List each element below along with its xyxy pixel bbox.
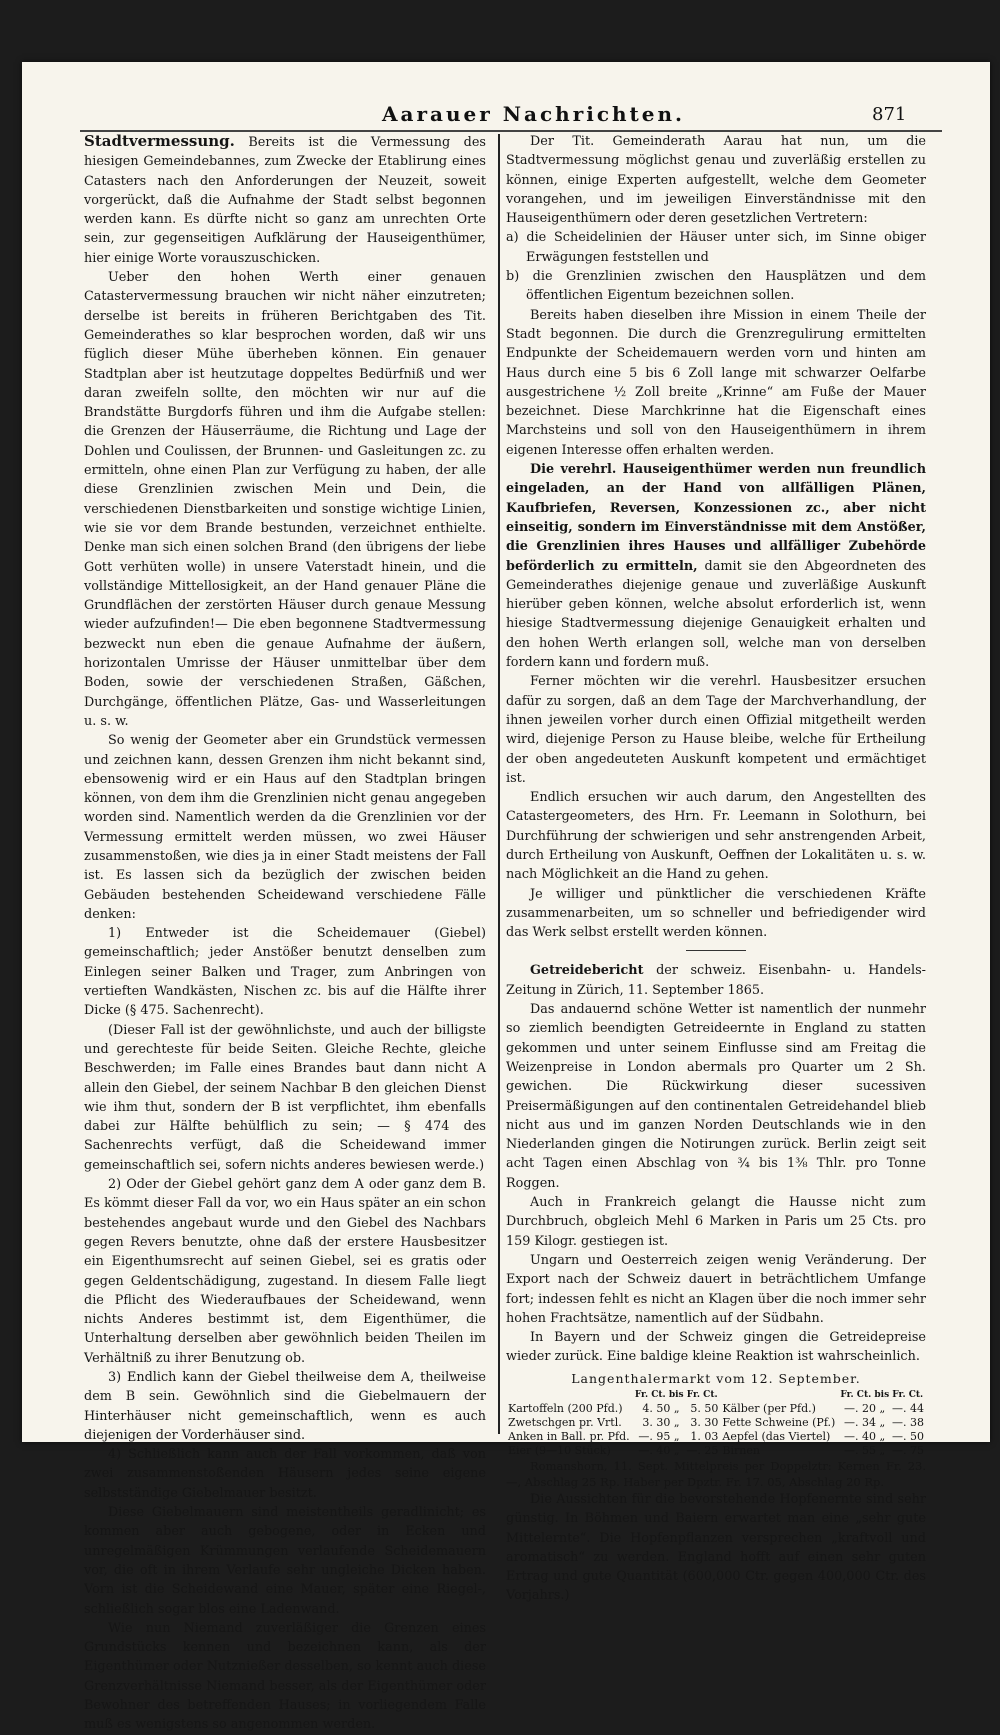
- article-paragraph: Diese Giebelmauern sind meistentheils geradlinicht; es kommen aber auch gebogene, oder in Ecken und unregelmäßigen Krümmungen verlaufende Scheidemauern vor, die oft in ihrem Verlaufe sehr ungleiche Dicken haben. Vorn ist die Scheidewand eine Mauer, später eine Riegel-, schließlich sogar blos eine Ladenwand.: [84, 1505, 486, 1617]
- table-header-row: [506, 1388, 926, 1402]
- article-paragraph: Die Aussichten für die bevorstehende Hopfenernte sind sehr günstig. In Böhmen und Baiern erwartet man eine „sehr gute Mittelernte“. Die Hopfenpflanzen versprechen „kraftvoll und aromatisch“ zu werden. England hofft auf einen sehr guten Ertrag und gute Quantität (600,000 Ctr. gegen 400,000 Ctr. des Vorjahrs.): [506, 1492, 926, 1604]
- article-paragraph: Stadtvermessung. Bereits ist die Vermessung des hiesigen Gemeindebannes, zum Zwecke der Etablirung eines Catasters nach den Anforderungen der Neuzeit, soweit vorgerückt, daß die Aufnahme der Stadt selbst begonnen werden kann. Es dürfte nicht so ganz am unrechten Orte sein, zur gegenseitigen Aufklärung der Hauseigenthümer, hier einige Worte vorauszuschicken.: [84, 132, 486, 266]
- column-header: Fr. Ct. bis Fr. Ct.: [634, 1390, 718, 1400]
- article-paragraph: Bereits haben dieselben ihre Mission in einem Theile der Stadt begonnen. Die durch die Grenzregulirung ermittelten Endpunkte der Scheidemauern werden vorn und hinten am Haus durch eine 5 bis 6 Zoll lange mit schwarzer Oelfarbe ausgestrichene ½ Zoll breite „Krinne“ am Fuße der Mauer bezeichnet. Diese Marchkrinne hat die Eigenschaft eines Marchsteins und soll von den Hauseigenthümern in ihrem eigenen Interesse offen erhalten werden.: [506, 307, 926, 458]
- article-paragraph: Ungarn und Oesterreich zeigen wenig Veränderung. Der Export nach der Schweiz dauert in beträchtlichem Umfange fort; indessen fehlt es nicht an Klagen über die noch immer sehr hohen Frachtsätze, namentlich auf der Südbahn.: [506, 1252, 926, 1326]
- article-paragraph: Das andauernd schöne Wetter ist namentlich der nunmehr so ziemlich beendigten Getreideernte in England zu statten gekommen und unter seinem Einflusse sind am Freitag die Weizenpreise in London abermals pro Quarter um 2 Sh. gewichen. Die Rückwirkung dieser sucessiven Preisermäßigungen auf den continentalen Getreidehandel blieb nicht aus und im ganzen Norden Deutschlands wie in den Niederlanden gingen die Notirungen zurück. Berlin zeigt seit acht Tagen einen Abschlag von ¾ bis 1⅜ Thlr. pro Tonne Roggen.: [506, 1002, 926, 1191]
- article-paragraph: 2) Oder der Giebel gehört ganz dem A oder ganz dem B. Es kömmt dieser Fall da vor, wo ein Haus später an ein schon bestehendes angebaut wurde und den Giebel des Nachbars gegen Revers benutzte, ohne daß der erstere Hausbesitzer ein Eigenthumsrecht auf seinen Giebel, sei es gratis oder gegen Geldentschädigung, zugestand. In diesem Falle liegt die Pflicht des Wiederaufbaues der Scheidewand, wenn nichts Anderes bestimmt ist, dem Eigenthümer, die Unterhaltung derselben aber gewöhnlich beiden Theilen im Verhältniß zu ihrer Benutzung ob.: [84, 1177, 486, 1366]
- article-paragraph: So wenig der Geometer aber ein Grundstück vermessen und zeichnen kann, dessen Grenzen ihm nicht bekannt sind, ebensowenig wird er ein Haus auf den Stadtplan bringen können, von dem ihm die Grenzlinien nicht genau angegeben worden sind. Namentlich werden da die Grenzlinien vor der Vermessung ermittelt werden müssen, wo zwei Häuser zusammenstoßen, wie dies ja in einer Stadt meistens der Fall ist. Es lassen sich da bezüglich der zwischen beiden Gebäuden bestehenden Scheidewand verschiedene Fälle denken:: [84, 733, 486, 922]
- article-paragraph: Die verehrl. Hauseigenthümer werden nun freundlich eingeladen, an der Hand von allfälligen Plänen, Kaufbriefen, Reversen, Konzessionen zc., aber nicht einseitig, sondern im Einverständnisse mit dem Anstößer, die Grenzlinien ihres Hauses und allfälliger Zubehörde beförderlich zu ermitteln, damit sie den Abgeordneten des Gemeinderathes diejenige genaue und zuverläßige Auskunft hierüber geben können, welche absolut erforderlich ist, wenn hiesige Stadtvermessung diejenige Genauigkeit erhalten und den hohen Werth erlangen soll, welche man von derselben fordern kann und fordern muß.: [506, 462, 926, 671]
- bold-notice: Die verehrl. Hauseigenthümer werden nun freundlich eingeladen, an der Hand von allfälligen Plänen, Kaufbriefen, Reversen, Konzessionen zc., aber nicht einseitig, sondern im Einverständnisse mit dem Anstößer, die Grenzlinien ihres Hauses und allfälliger Zubehörde beförderlich zu ermitteln,: [506, 462, 926, 574]
- article-paragraph: Auch in Frankreich gelangt die Hausse nicht zum Durchbruch, obgleich Mehl 6 Marken in Paris um 25 Cts. pro 159 Kilogr. gestiegen ist.: [506, 1195, 926, 1249]
- article-paragraph: Endlich ersuchen wir auch darum, den Angestellten des Catastergeometers, des Hrn. Fr. Leemann in Solothurn, bei Durchführung der schwierigen und sehr anstrengenden Arbeit, durch Ertheilung von Auskunft, Oeffnen der Lokalitäten u. s. w. nach Möglichkeit an die Hand zu gehen.: [506, 790, 926, 883]
- column-divider: [498, 134, 500, 1434]
- list-item: a) die Scheidelinien der Häuser unter sich, im Sinne obiger Erwägungen feststellen und: [506, 230, 926, 265]
- article-paragraph: 4) Schließlich kann auch der Fall vorkommen, daß von zwei zusammenstoßenden Häusern jedes seine eigene selbstständige Giebelmauer besitzt.: [84, 1447, 486, 1501]
- article-paragraph: In Bayern und der Schweiz gingen die Getreidepreise wieder zurück. Eine baldige kleine Reaktion ist wahrscheinlich.: [506, 1330, 926, 1365]
- table-row: Kartoffeln (200 Pfd.) 4. 50 „ 5. 50 Kälber (per Pfd.) —. 20 „ —. 44: [508, 1402, 924, 1415]
- grain-report-heading: Getreidebericht: [530, 963, 644, 979]
- column-header: Fr. Ct. bis Fr. Ct.: [840, 1390, 924, 1400]
- article-heading: Stadtvermessung.: [84, 132, 235, 150]
- left-column: [84, 132, 486, 1735]
- newspaper-page: [22, 62, 990, 1733]
- article-paragraph: (Dieser Fall ist der gewöhnlichste, und auch der billigste und gerechteste für beide Seiten. Gleiche Rechte, gleiche Beschwerden; im Falle eines Brandes baut dann nicht A allein den Giebel, der seinem Nachbar B den gleichen Dienst wie ihm thut, sondern der B ist verpflichtet, ihm ebenfalls dabei zur Hälfte behülflich zu sein; — § 474 des Sachenrechts verfügt, daß die Scheidewand immer gemeinschaftlich sei, sofern nichts anderes bewiesen werde.): [84, 1022, 486, 1173]
- article-paragraph: Getreidebericht der schweiz. Eisenbahn- u. Handels-Zeitung in Zürich, 11. September 1865.: [506, 963, 926, 998]
- page-title: Aarauer Nachrichten.: [382, 102, 686, 126]
- market-price-table: [506, 1388, 926, 1458]
- article-paragraph: 3) Endlich kann der Giebel theilweise dem A, theilweise dem B sein. Gewöhnlich sind die Giebelmauern der Hinterhäuser nicht gemeinschaftlich, wenn es auch diejenigen der Vorderhäuser sind.: [84, 1370, 486, 1443]
- market-title: Langenthalermarkt vom 12. September.: [571, 1370, 861, 1386]
- table-row: Eier (9—10 Stück) —. 40 „ —. 25 Birnen —. 55 „ —. 75: [508, 1444, 924, 1457]
- table-row: Zwetschgen pr. Vrtl. 3. 30 „ 3. 30 Fette Schweine (Pf.) —. 34 „ —. 38: [508, 1416, 924, 1429]
- article-paragraph: 1) Entweder ist die Scheidemauer (Giebel) gemeinschaftlich; jeder Anstößer benutzt denselben zum Einlegen seiner Balken und Trager, zum Anbringen von vertieften Wandkästen, Nischen zc. bis auf die Hälfte ihrer Dicke (§ 475. Sachenrecht).: [84, 926, 486, 1019]
- article-paragraph: Je williger und pünktlicher die verschiedenen Kräfte zusammenarbeiten, um so schneller und befriedigender wird das Werk selbst erstellt werden können.: [506, 886, 926, 941]
- romanshorn-prices: Romanshorn, 11. Sept. Mittelpreis per Doppelztr: Kernen Fr. 23. —, Abschlag 25 Rp. Haber per Dpztr. Fr. 17. 05, Abschlag 20 Rp.: [506, 1459, 926, 1489]
- right-column: [506, 132, 926, 1606]
- section-rule: [686, 950, 746, 951]
- article-paragraph: Wie nun Niemand zuverläßiger die Grenzen eines Grundstücks kennen und bezeichnen kann, als der Eigenthümer oder Nutznießer desselben, so kennt auch diese Grenzverhältnisse Niemand besser, als der Eigenthümer oder Bewohner des betreffenden Hauses; in vorliegendem Falle muß es wenigstens so angenommen werden.: [84, 1620, 486, 1733]
- page-number: 871: [872, 104, 907, 125]
- list-item: b) die Grenzlinien zwischen den Hausplätzen und dem öffentlichen Eigentum bezeichnen sollen.: [506, 269, 926, 304]
- article-paragraph: Ferner möchten wir die verehrl. Hausbesitzer ersuchen dafür zu sorgen, daß an dem Tage der Marchverhandlung, der ihnen jeweilen vorher durch einen Offizial mitgetheilt werden wird, diejenige Person zu Hause bleibe, welche für Ertheilung der oben angedeuteten Auskunft kompetent und ermächtiget ist.: [506, 674, 926, 786]
- article-paragraph: Ueber den hohen Werth einer genauen Catastervermessung brauchen wir nicht näher einzutreten; derselbe ist bereits in früheren Berichtgaben des Tit. Gemeinderathes so klar besprochen worden, daß wir uns füglich dieser Mühe überheben können. Ein genauer Stadtplan aber ist heutzutage doppeltes Bedürfniß und wer daran zweifeln sollte, den möchten wir nur auf die Brandstätte Burgdorfs führen und ihm die Aufgabe stellen: die Grenzen der Häuserräume, die Richtung und Lage der Dohlen und Coulissen, der Brunnen- und Gasleitungen zc. zu ermitteln, ohne einen Plan zur Verfügung zu haben, der alle diese Grenzlinien zwischen Mein und Dein, die verschiedenen Dienstbarkeiten und sonstige wichtige Linien, wie sie vor dem Brande bestunden, verzeichnet enthielte. Denke man sich einen solchen Brand (den übrigens der liebe Gott verhüten wolle) in unsere Vaterstadt hinein, und die vollständige Mittellosigkeit, an der Hand genauer Pläne die Grundflächen der zerstörten Häuser durch genaue Messung wieder aufzufinden!— Die eben begonnene Stadtvermessung bezweckt nun eben die genaue Aufnahme der äußern, horizontalen Umrisse der Häuser unmittelbar über dem Boden, sowie der verschiedenen Straßen, Gäßchen, Durchgänge, öffentlichen Plätze, Gas- und Wasserleitungen u. s. w.: [84, 270, 486, 729]
- page-header: [22, 102, 990, 132]
- table-row: Anken in Ball. pr. Pfd. —. 95 „ 1. 03 Aepfel (das Viertel) —. 40 „ —. 50: [508, 1430, 924, 1443]
- article-paragraph: Der Tit. Gemeinderath Aarau hat nun, um die Stadtvermessung möglichst genau und zuverläßig erstellen zu können, einige Experten aufgestellt, welche dem Geometer vorangehen, und im jeweiligen Einverständnisse mit den Hauseigenthümern oder deren gesetzlichen Vertretern:: [506, 134, 926, 227]
